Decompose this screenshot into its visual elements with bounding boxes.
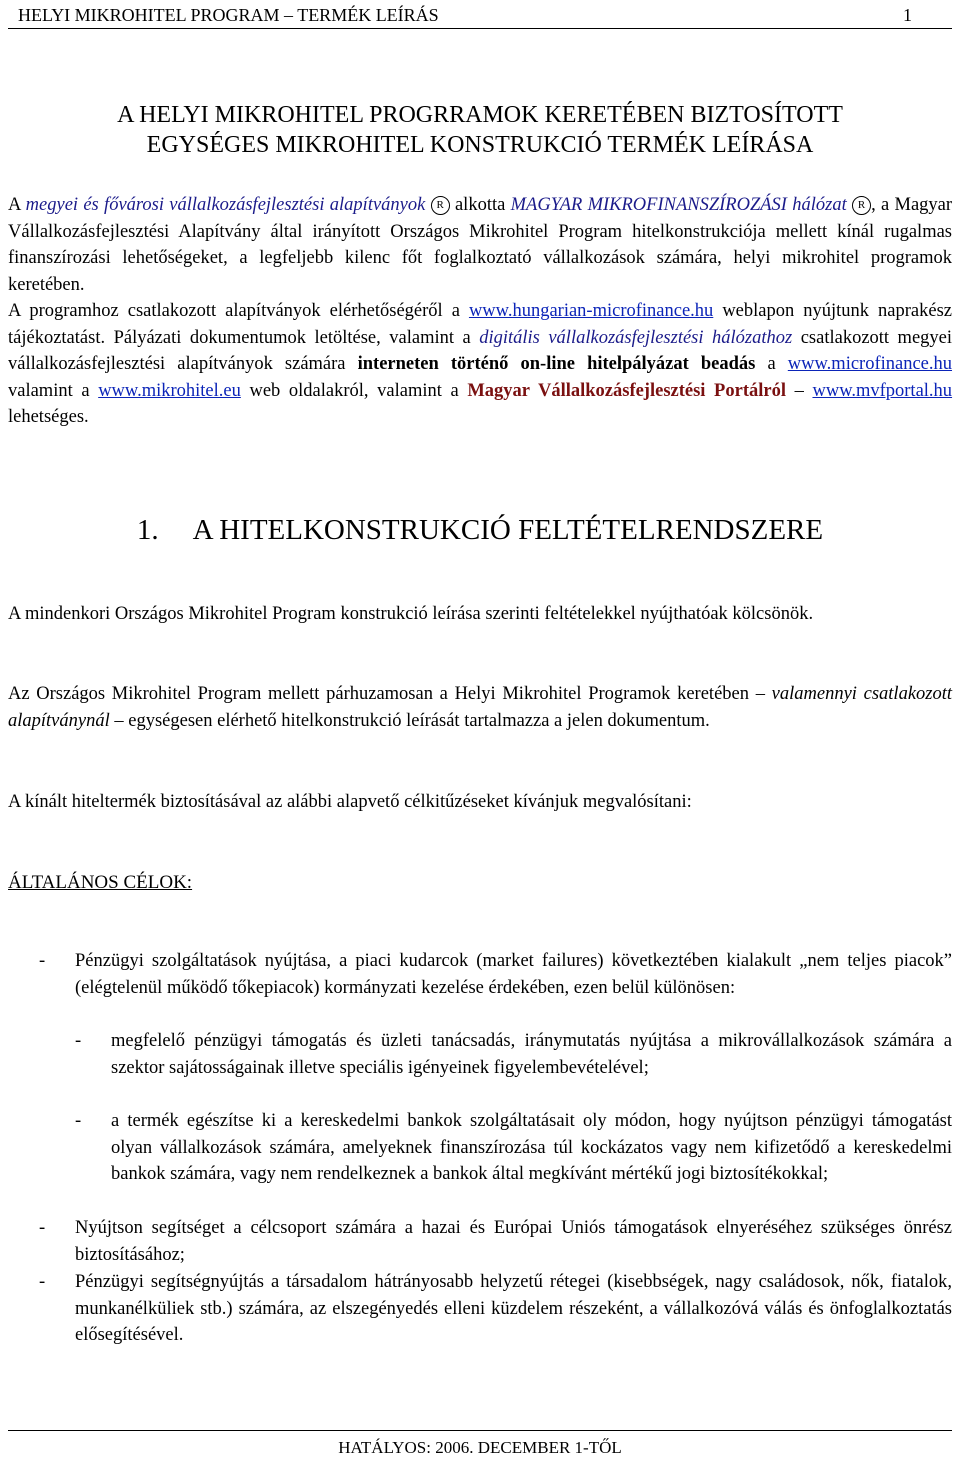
page-number: 1 bbox=[903, 5, 912, 25]
section-heading bbox=[8, 512, 952, 548]
list-dash: - bbox=[39, 1218, 46, 1238]
mikrohitel-link[interactable]: www.mikrohitel.eu bbox=[98, 380, 241, 401]
text-span: a bbox=[767, 354, 776, 374]
list-item bbox=[39, 948, 952, 1001]
header-title: HELYI MIKROHITEL PROGRAM – TERMÉK LEÍRÁS bbox=[18, 5, 439, 25]
microfinance-link[interactable]: www.microfinance.hu bbox=[787, 354, 953, 374]
network-members-text: megyei és fővárosi vállalkozásfejlesztési alapítványok bbox=[25, 195, 426, 215]
online-application-text: interneten történő on-line hitelpályázat beadás bbox=[357, 354, 756, 374]
document-title-line-1: A HELYI MIKROHITEL PROGRRAMOK KERETÉBEN BIZTOSÍTOTT bbox=[117, 102, 843, 128]
list-item-text: a termék egészítse ki a kereskedelmi bankok szolgáltatásait oly módon, hogy nyújtson pénzügyi támogatást olyan vállalkozások számára, amelyeknek finanszírozása túl kockázatos vagy nem kifizetődő a kereskedelmi bankok számára, vagy nem rendelkeznek a bankok által megkívánt mértékű jogi biztosítékokkal; bbox=[111, 1111, 952, 1184]
document-title bbox=[8, 100, 952, 160]
text-span: A bbox=[8, 195, 21, 215]
list-item-text: Nyújtson segítséget a célcsoport számára a hazai és Európai Uniós támogatások elnyeréséhez szükséges önrész biztosításához; bbox=[75, 1218, 952, 1265]
page-footer: HATÁLYOS: 2006. DECEMBER 1-TŐL bbox=[8, 1430, 952, 1462]
section-title: A HITELKONSTRUKCIÓ FELTÉTELRENDSZERE bbox=[192, 514, 824, 546]
document-title-line-2: EGYSÉGES MIKROHITEL KONSTRUKCIÓ TERMÉK LEÍRÁSA bbox=[146, 132, 814, 158]
body-paragraph-1: A mindenkori Országos Mikrohitel Program konstrukció leírása szerinti feltételekkel nyújthatóak kölcsönök. bbox=[8, 604, 814, 624]
text-span: – egységesen elérhető hitelkonstrukció leírását tartalmazza a jelen dokumentum. bbox=[114, 710, 710, 731]
list-item-text: Pénzügyi segítségnyújtás a társadalom hátrányosabb helyzetű rétegei (kisebbségek, nagy családosok, nők, fiatalok, munkanélküliek stb.) számára, az elszegényedés elleni küzdelem részeként, a vállalkozóvá válás és önfoglalkoztatás elősegítésével. bbox=[75, 1272, 952, 1345]
text-span: weblapon nyújtunk naprakész tájékoztatást. Pályázati dokumentumok letöltése, valamint a bbox=[8, 301, 952, 348]
text-span: web oldalakról, valamint a bbox=[249, 380, 459, 401]
network-word-text: hálózat bbox=[792, 195, 847, 215]
list-item bbox=[75, 1028, 952, 1081]
all-foundations-text: valamennyi csatlakozott alapítványnál bbox=[8, 684, 953, 731]
text-span: , a Magyar Vállalkozásfejlesztési Alapítvány által irányított Országos Mikrohitel Program hitelkonstrukciója mellett kínál rugalmas finanszírozási lehetőségeket, a legfeljebb kilenc főt foglalkoztató vállalkozások számára, helyi mikrohitel programok keretében. bbox=[8, 195, 953, 295]
list-dash: - bbox=[39, 951, 46, 971]
text-span: lehetséges. bbox=[8, 407, 89, 427]
list-item-text: Pénzügyi szolgáltatások nyújtása, a piaci kudarcok (market failures) következtében kialakult „nem teljes piacok” (elégtelenül működő tőkepiacok) kormányzati kezelése érdekében, ezen belül különösen: bbox=[75, 951, 952, 998]
text-span: – bbox=[794, 380, 804, 401]
body-paragraph-2 bbox=[8, 681, 952, 734]
section-number: 1. bbox=[136, 514, 159, 546]
registered-trademark-icon: R bbox=[431, 196, 450, 215]
list-item bbox=[39, 1269, 952, 1349]
text-span: csatlakozott megyei vállalkozásfejlesztési alapítványok számára bbox=[8, 327, 953, 374]
page-header bbox=[8, 2, 952, 29]
list-item-text: megfelelő pénzügyi támogatás és üzleti tanácsadás, iránymutatás nyújtása a mikrovállalkozások számára a szektor sajátosságainak illetve speciális igényeinek figyelembevételével; bbox=[111, 1031, 952, 1078]
body-paragraph-3: A kínált hiteltermék biztosításával az alábbi alapvető célkitűzéseket kívánjuk megvalósítani: bbox=[8, 792, 692, 812]
list-dash: - bbox=[75, 1031, 82, 1051]
mvfportal-link[interactable]: www.mvfportal.hu bbox=[812, 380, 953, 401]
general-goals-heading: ÁLTALÁNOS CÉLOK: bbox=[8, 872, 193, 893]
digital-network-text: digitális vállalkozásfejlesztési hálózathoz bbox=[479, 327, 793, 348]
network-name-text: MAGYAR MIKROFINANSZÍROZÁSI bbox=[510, 195, 787, 215]
list-item bbox=[75, 1108, 952, 1188]
list-item bbox=[39, 1215, 952, 1268]
text-span: valamint a bbox=[8, 380, 90, 401]
intro-paragraph-1 bbox=[8, 192, 952, 298]
registered-trademark-icon: R bbox=[852, 196, 871, 215]
list-dash: - bbox=[39, 1272, 46, 1292]
intro-paragraph-2 bbox=[8, 298, 952, 431]
text-span: A programhoz csatlakozott alapítványok elérhetőségéről a bbox=[8, 301, 460, 321]
portal-name-text: Magyar Vállalkozásfejlesztési Portálról bbox=[467, 380, 786, 401]
text-span: Az Országos Mikrohitel Program mellett párhuzamosan a Helyi Mikrohitel Programok keretében – bbox=[8, 684, 765, 704]
hungarian-microfinance-link[interactable]: www.hungarian-microfinance.hu bbox=[468, 301, 714, 321]
text-span: alkotta bbox=[454, 195, 506, 215]
list-dash: - bbox=[75, 1111, 82, 1131]
